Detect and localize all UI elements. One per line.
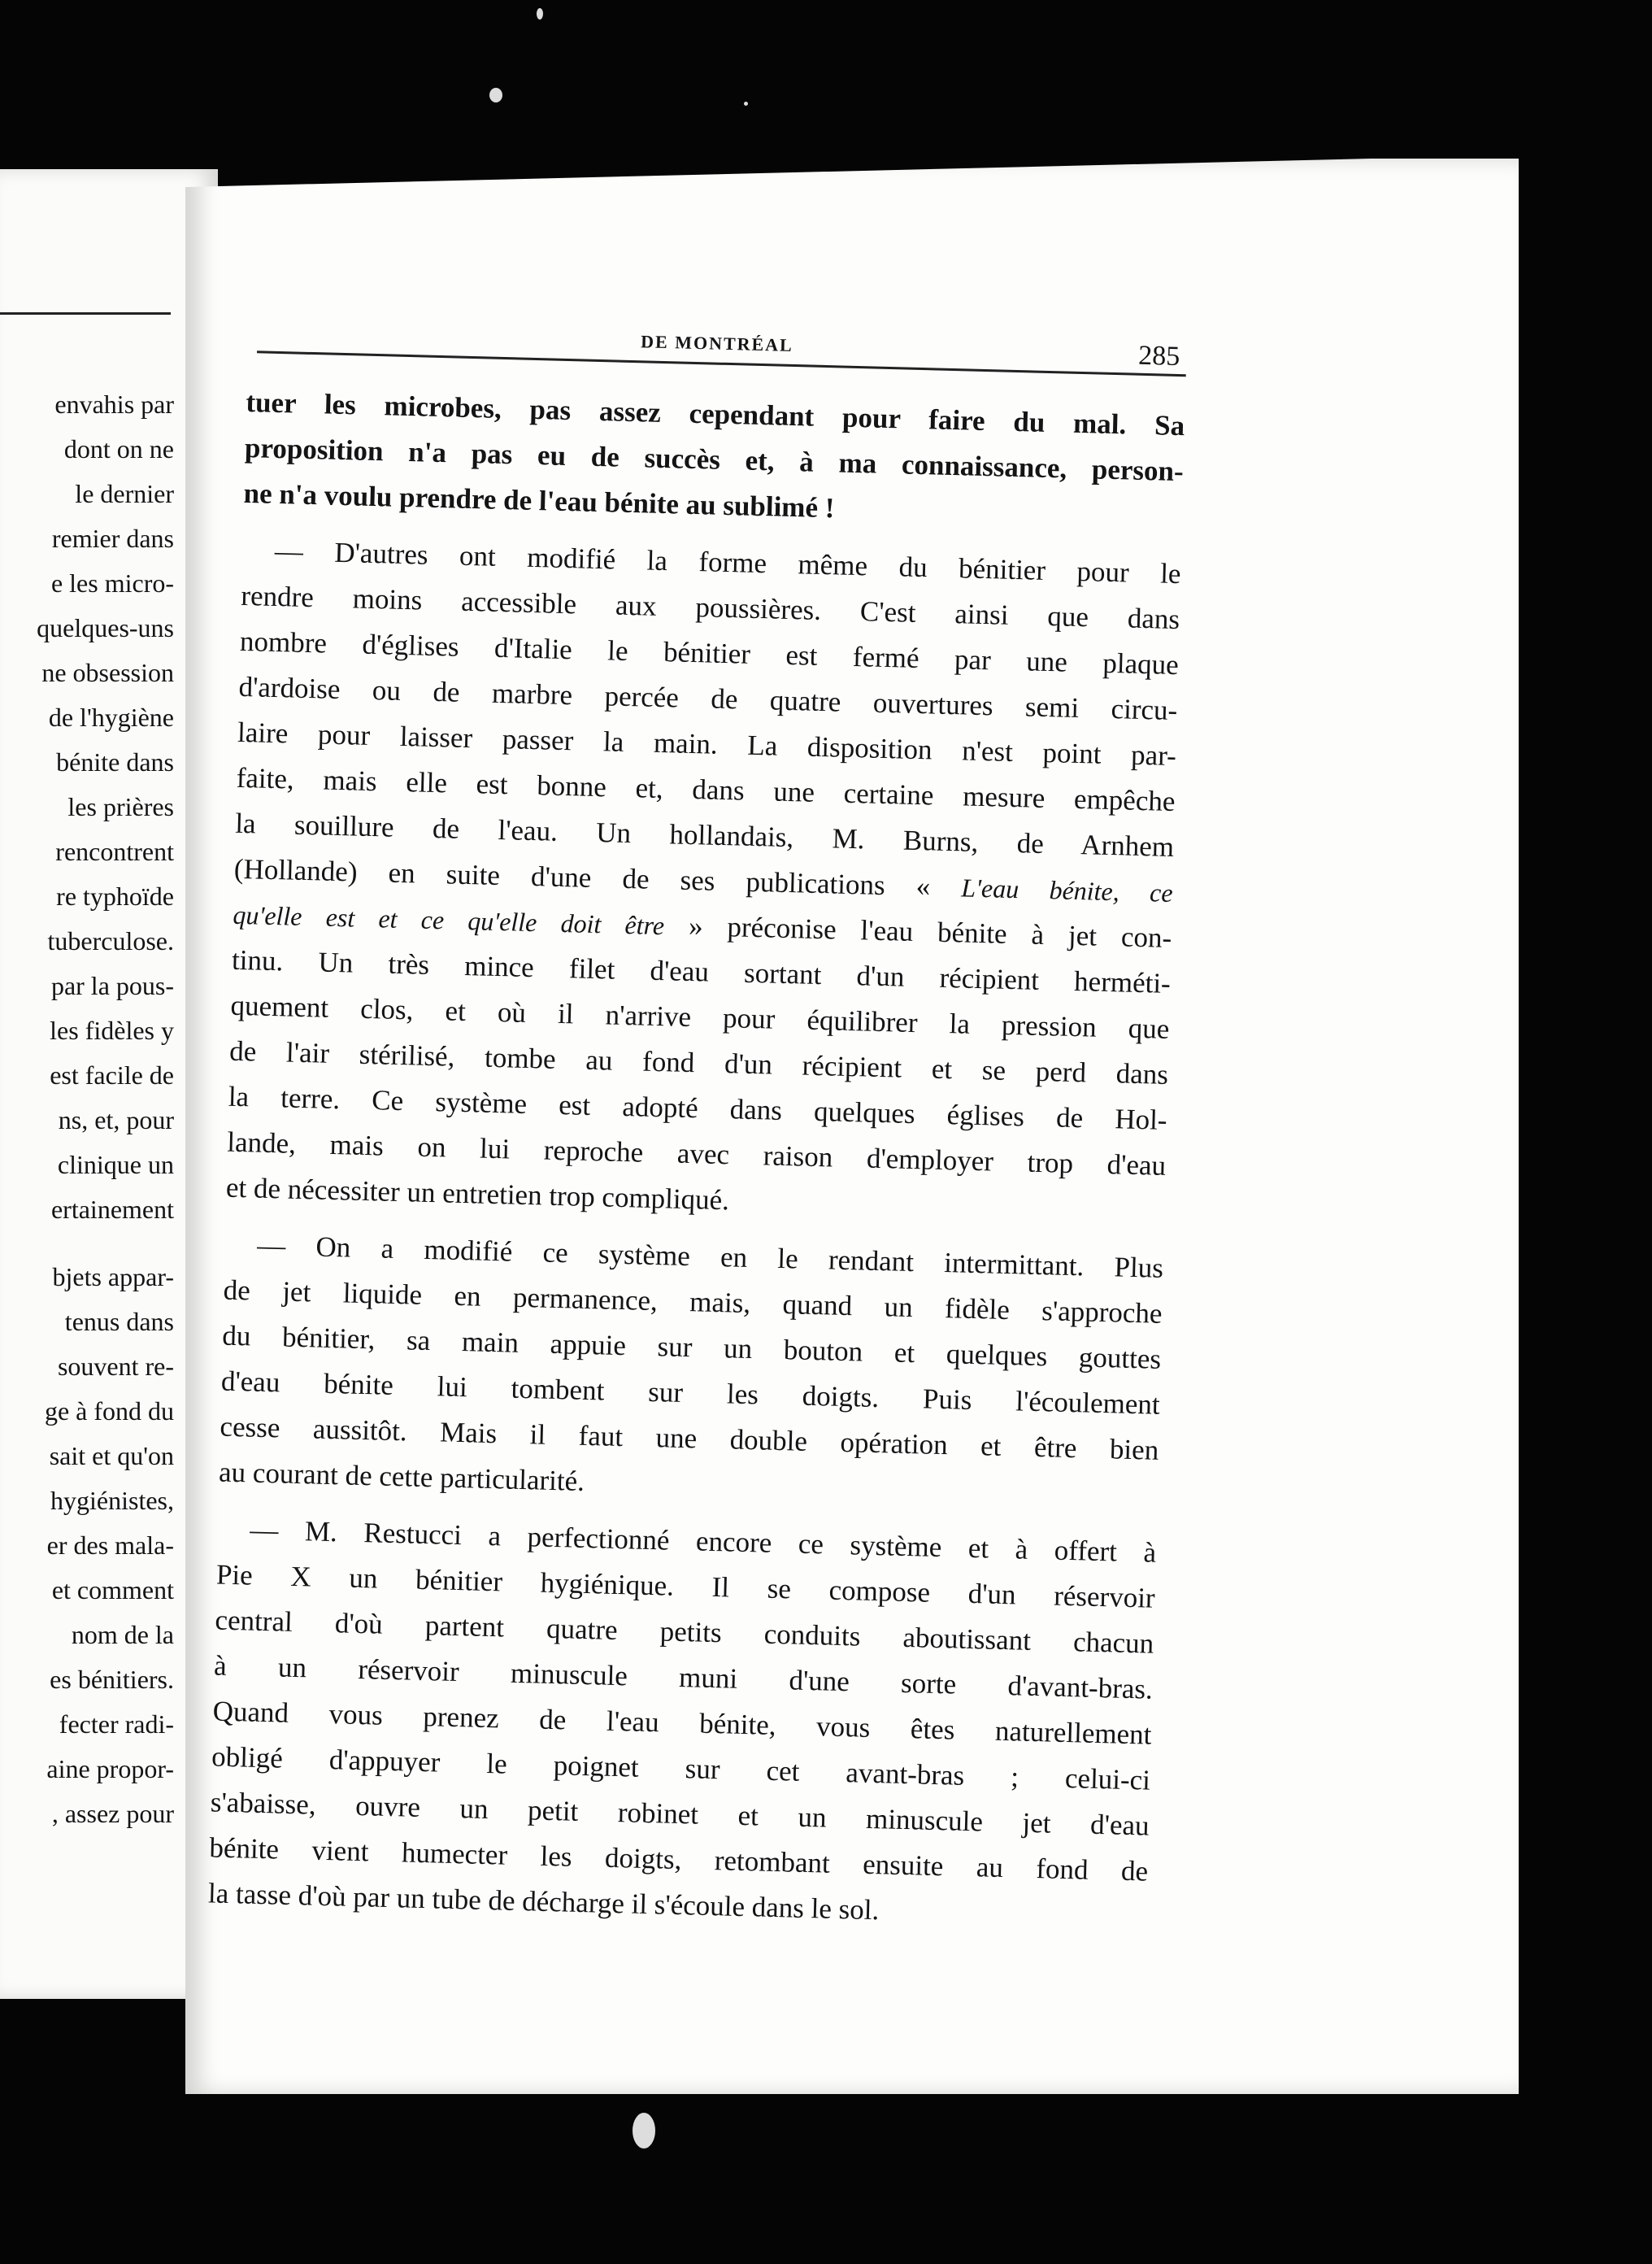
left-page-fragment	[0, 169, 218, 1999]
left-line: est facile de	[50, 1060, 174, 1090]
text-line: cesse aussitôt. Mais il faut une double opération et être bien	[220, 1410, 1159, 1466]
paragraph	[218, 1222, 1163, 1519]
left-line: et comment	[51, 1575, 174, 1604]
left-line: par la pous-	[50, 971, 174, 1000]
dust-speck	[489, 88, 502, 102]
paragraph	[207, 1507, 1156, 1940]
left-line: de l'hygiène	[48, 703, 174, 732]
paragraph	[243, 380, 1185, 540]
running-title: DE MONTRÉAL	[640, 331, 794, 355]
page-number: 285	[1137, 340, 1180, 372]
left-line: tenus dans	[64, 1307, 174, 1336]
text-line: au courant de cette particularité.	[218, 1456, 585, 1497]
text-line: de l'air stérilisé, tombe au fond d'un récipient et se perd dans	[228, 1034, 1169, 1091]
left-line: es bénitiers.	[50, 1665, 174, 1694]
left-line: le dernier	[75, 479, 174, 508]
left-line: er des mala-	[46, 1530, 174, 1560]
italic-title: qu'elle est et ce qu'elle doit être	[233, 899, 665, 941]
text-line: lande, mais on lui reproche avec raison d'employer trop d'eau	[226, 1125, 1167, 1182]
text-fragment: »	[663, 909, 704, 943]
left-line: fecter radi-	[59, 1709, 174, 1739]
dust-speck	[633, 2113, 655, 2149]
text-line: d'eau bénite lui tombent sur les doigts. Puis l'écoulement	[220, 1365, 1161, 1421]
text-line: — D'autres ont modifié la forme même du bénitier pour le	[274, 534, 1182, 590]
left-line: , assez pour	[51, 1799, 174, 1828]
text-line: tinu. Un très mince filet d'eau sortant d'un récipient herméti-	[231, 943, 1172, 999]
left-line: ne obsession	[41, 658, 174, 687]
text-line: tuer les microbes, pas assez cependant pour faire du mal. Sa	[245, 385, 1185, 442]
body-text	[207, 380, 1185, 1940]
text-line: s'abaisse, ouvre un petit robinet et un minuscule jet d'eau	[210, 1786, 1150, 1842]
text-line: obligé d'appuyer le poignet sur cet avant-bras ; celui-ci	[211, 1740, 1151, 1796]
left-line: dont on ne	[63, 434, 174, 464]
left-line: clinique un	[57, 1150, 174, 1179]
text-line: ne n'a voulu prendre de l'eau bénite au sublimé !	[243, 477, 835, 525]
left-line: remier dans	[51, 524, 174, 553]
text-line: la souillure de l'eau. Un hollandais, M. Burns, de Arnhem	[234, 807, 1175, 864]
text-line: d'ardoise ou de marbre percée de quatre ouvertures semi circu-	[238, 670, 1178, 727]
text-line: — On a modifié ce système en le rendant intermittant. Plus	[256, 1229, 1164, 1284]
left-header-rule	[0, 312, 171, 315]
text-line: central d'où partent quatre petits conduits aboutissant chacun	[215, 1604, 1154, 1660]
text-line: Pie X un bénitier hygiénique. Il se compose d'un réservoir	[215, 1558, 1156, 1614]
text-fragment: (Hollande) en suite d'une de ses publications «	[233, 852, 962, 903]
left-page-text	[37, 382, 174, 1836]
left-line: ge à fond du	[44, 1396, 174, 1426]
left-line: re typhoïde	[56, 882, 174, 911]
text-line: à un réservoir minuscule muni d'une sorte d'avant-bras.	[213, 1649, 1154, 1705]
text-line: — M. Restucci a perfectionné encore ce système et à offert à	[249, 1513, 1157, 1569]
text-line: du bénitier, sa main appuie sur un bouton et quelques gouttes	[221, 1319, 1162, 1375]
dust-speck	[537, 8, 543, 20]
page-text-block	[207, 321, 1187, 1952]
left-line: bénite dans	[56, 747, 174, 777]
text-line: et de nécessiter un entretien trop compliqué.	[225, 1171, 730, 1217]
left-line: nom de la	[71, 1620, 174, 1649]
left-line: envahis par	[54, 390, 174, 419]
left-line: e les micro-	[50, 568, 174, 598]
paragraph	[225, 528, 1181, 1234]
text-line: quement clos, et où il n'arrive pour équilibrer la pression que	[230, 989, 1170, 1045]
left-line: tuberculose.	[47, 926, 174, 956]
left-line: aine propor-	[46, 1754, 174, 1783]
left-line: ns, et, pour	[58, 1105, 174, 1134]
left-line: ertainement	[50, 1195, 174, 1224]
text-line: laire pour laisser passer la main. La disposition n'est point par-	[237, 716, 1177, 773]
left-line: rencontrent	[55, 837, 174, 866]
left-line: souvent re-	[57, 1352, 174, 1381]
left-line: bjets appar-	[52, 1262, 174, 1291]
text-line: de jet liquide en permanence, mais, quand un fidèle s'approche	[223, 1274, 1163, 1330]
left-line: quelques-uns	[37, 613, 174, 642]
text-fragment: préconise l'eau bénite à jet con-	[702, 910, 1172, 954]
left-line: les fidèles y	[50, 1016, 174, 1045]
text-line: Quand vous prenez de l'eau bénite, vous êtes naturellement	[212, 1695, 1152, 1751]
text-line: bénite vient humecter les doigts, retombant ensuite au fond de	[208, 1831, 1149, 1887]
text-line: rendre moins accessible aux poussières. C'est ainsi que dans	[240, 579, 1180, 636]
text-line: la terre. Ce système est adopté dans quelques églises de Hol-	[228, 1080, 1167, 1136]
left-line: hygiénistes,	[50, 1486, 174, 1515]
text-line: la tasse d'où par un tube de décharge il s'écoule dans le sol.	[207, 1877, 880, 1927]
left-line: sait et qu'on	[49, 1441, 174, 1470]
dust-speck	[744, 102, 748, 106]
text-line: nombre d'églises d'Italie le bénitier est fermé par une plaque	[239, 625, 1180, 681]
text-line: proposition n'a pas eu de succès et, à ma connaissance, person-	[244, 431, 1185, 488]
italic-title: L'eau bénite, ce	[960, 873, 1174, 908]
left-line: les prières	[67, 792, 174, 821]
text-line: faite, mais elle est bonne et, dans une certaine mesure empêche	[236, 761, 1176, 818]
